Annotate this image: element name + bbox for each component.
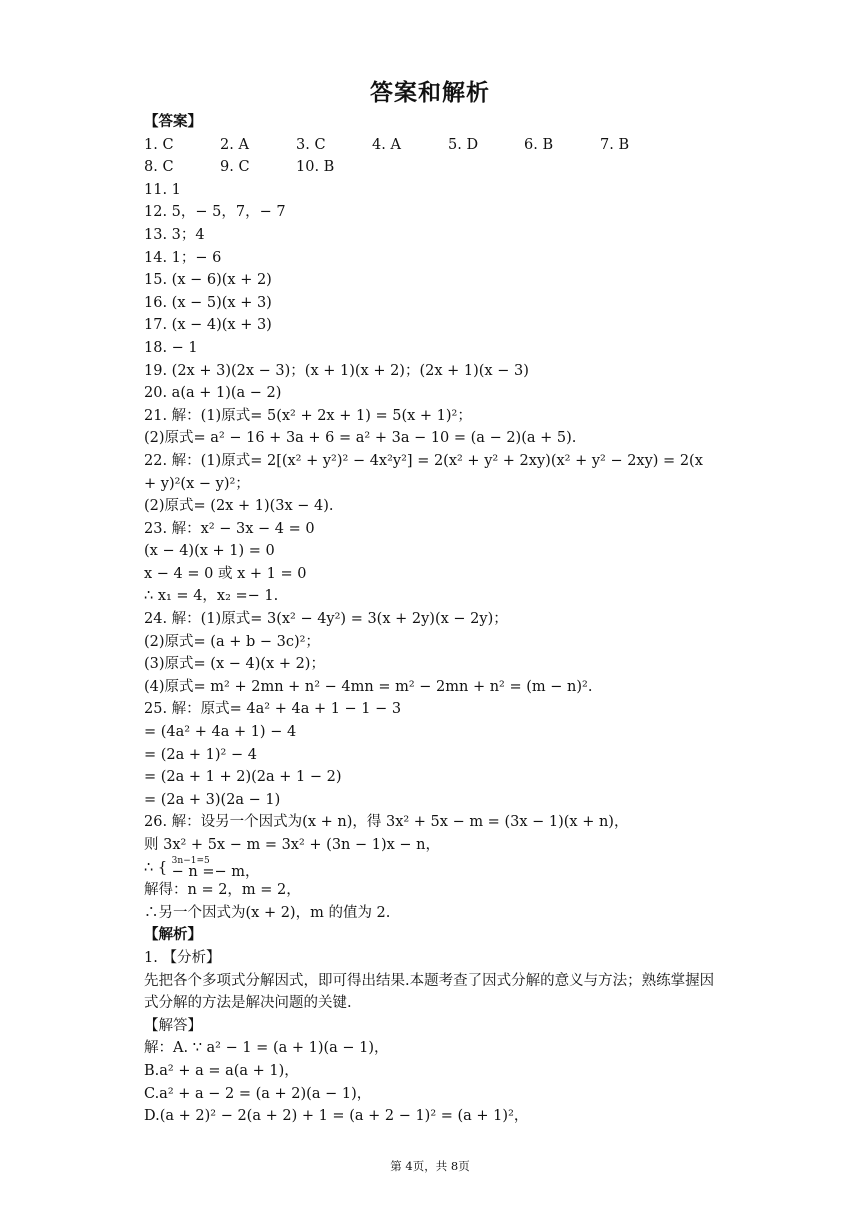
mc-answer: 1. C [144, 136, 174, 153]
equation-system-line [144, 857, 716, 880]
answer-line: = (4a² + 4a + 1) − 4 [144, 724, 297, 741]
equation-system-brace: ∴ { [144, 859, 168, 876]
answer-line: 26. 解：设另一个因式为(x + n)，得 3x² + 5x − m = (3x − 1)(x + n)， [144, 814, 629, 831]
mc-answer: 3. C [296, 136, 326, 153]
answer-line: (x − 4)(x + 1) = 0 [144, 543, 275, 560]
answer-line: (2)原式= a² − 16 + 3a + 6 = a² + 3a − 10 = (a − 2)(a + 5). [144, 430, 577, 447]
mc-answer: 5. D [448, 136, 479, 153]
analysis-line: 解：A. ∵ a² − 1 = (a + 1)(a − 1)， [144, 1040, 389, 1057]
analysis-line: 先把各个多项式分解因式，即可得出结果.本题考查了因式分解的意义与方法；熟练掌握因式分解的方法是解决问题的关键. [144, 972, 715, 1012]
answer-line: 11. 1 [144, 181, 181, 198]
answer-line: 22. 解：(1)原式= 2[(x² + y²)² − 4x²y²] = 2(x² + y² + 2xy)(x² + y² − 2xy) = 2(x + y)²(x − y)²； [144, 452, 703, 492]
answer-line: 24. 解：(1)原式= 3(x² − 4y²) = 3(x + 2y)(x − 2y)； [144, 611, 508, 628]
page-title: 答案和解析 [370, 80, 490, 106]
answer-line: 12. 5，− 5，7，− 7 [144, 204, 286, 221]
answer-line: 解得：n = 2，m = 2， [144, 882, 301, 899]
answer-line: = (2a + 3)(2a − 1) [144, 791, 281, 808]
answer-line: = (2a + 1)² − 4 [144, 746, 257, 763]
analysis-heading: 【解析】 [144, 927, 202, 944]
document-body [144, 111, 716, 1128]
mc-answer: 8. C [144, 159, 174, 176]
analysis-line: 【解答】 [144, 1017, 202, 1034]
mc-answer: 10. B [296, 159, 335, 176]
answer-heading: 【答案】 [144, 114, 202, 130]
answer-line: 20. a(a + 1)(a − 2) [144, 385, 282, 402]
mc-answer: 6. B [524, 136, 554, 153]
equation-system-top: 3n−1=5 [171, 855, 210, 866]
answer-line: = (2a + 1 + 2)(2a + 1 − 2) [144, 769, 342, 786]
answer-line: 25. 解：原式= 4a² + 4a + 1 − 1 − 3 [144, 701, 402, 718]
answer-line: 13. 3；4 [144, 226, 205, 243]
answer-line: 19. (2x + 3)(2x − 3)；(x + 1)(x + 2)；(2x + 1)(x − 3) [144, 362, 529, 379]
answer-line: 15. (x − 6)(x + 2) [144, 272, 272, 289]
analysis-line: B.a² + a = a(a + 1)， [144, 1062, 299, 1079]
mc-answers-row-2 [144, 156, 716, 179]
answer-line: 则 3x² + 5x − m = 3x² + (3n − 1)x − n， [144, 837, 441, 853]
answer-line: 16. (x − 5)(x + 3) [144, 294, 272, 311]
answer-line: (2)原式= (a + b − 3c)²； [144, 633, 320, 650]
answer-line: 17. (x − 4)(x + 3) [144, 317, 272, 334]
answer-line: (2)原式= (2x + 1)(3x − 4). [144, 498, 334, 515]
mc-answer: 7. B [600, 136, 630, 153]
analysis-line: D.(a + 2)² − 2(a + 2) + 1 = (a + 2 − 1)² = (a + 1)²， [144, 1108, 529, 1125]
mc-answers-row-1 [144, 134, 716, 157]
answer-line: ∴另一个因式为(x + 2)，m 的值为 2. [144, 904, 391, 921]
analysis-line: 1. 【分析】 [144, 949, 221, 966]
answer-line: 21. 解：(1)原式= 5(x² + 2x + 1) = 5(x + 1)²； [144, 407, 472, 424]
answer-line: 18. − 1 [144, 339, 198, 356]
equation-system-bottom: − n =− m， [171, 863, 260, 880]
answer-line: x − 4 = 0 或 x + 1 = 0 [144, 565, 307, 582]
page-footer: 第 4页，共 8页 [390, 1159, 470, 1173]
mc-answer: 9. C [220, 159, 250, 176]
answer-line: 23. 解：x² − 3x − 4 = 0 [144, 520, 315, 537]
answer-line: 14. 1；− 6 [144, 249, 222, 266]
analysis-line: C.a² + a − 2 = (a + 2)(a − 1)， [144, 1085, 372, 1102]
answer-line: ∴ x₁ = 4，x₂ =− 1. [144, 588, 279, 605]
mc-answer: 2. A [220, 136, 249, 153]
answer-line: (4)原式= m² + 2mn + n² − 4mn = m² − 2mn + n² = (m − n)². [144, 678, 593, 695]
mc-answer: 4. A [372, 136, 401, 153]
answer-line: (3)原式= (x − 4)(x + 2)； [144, 656, 325, 673]
